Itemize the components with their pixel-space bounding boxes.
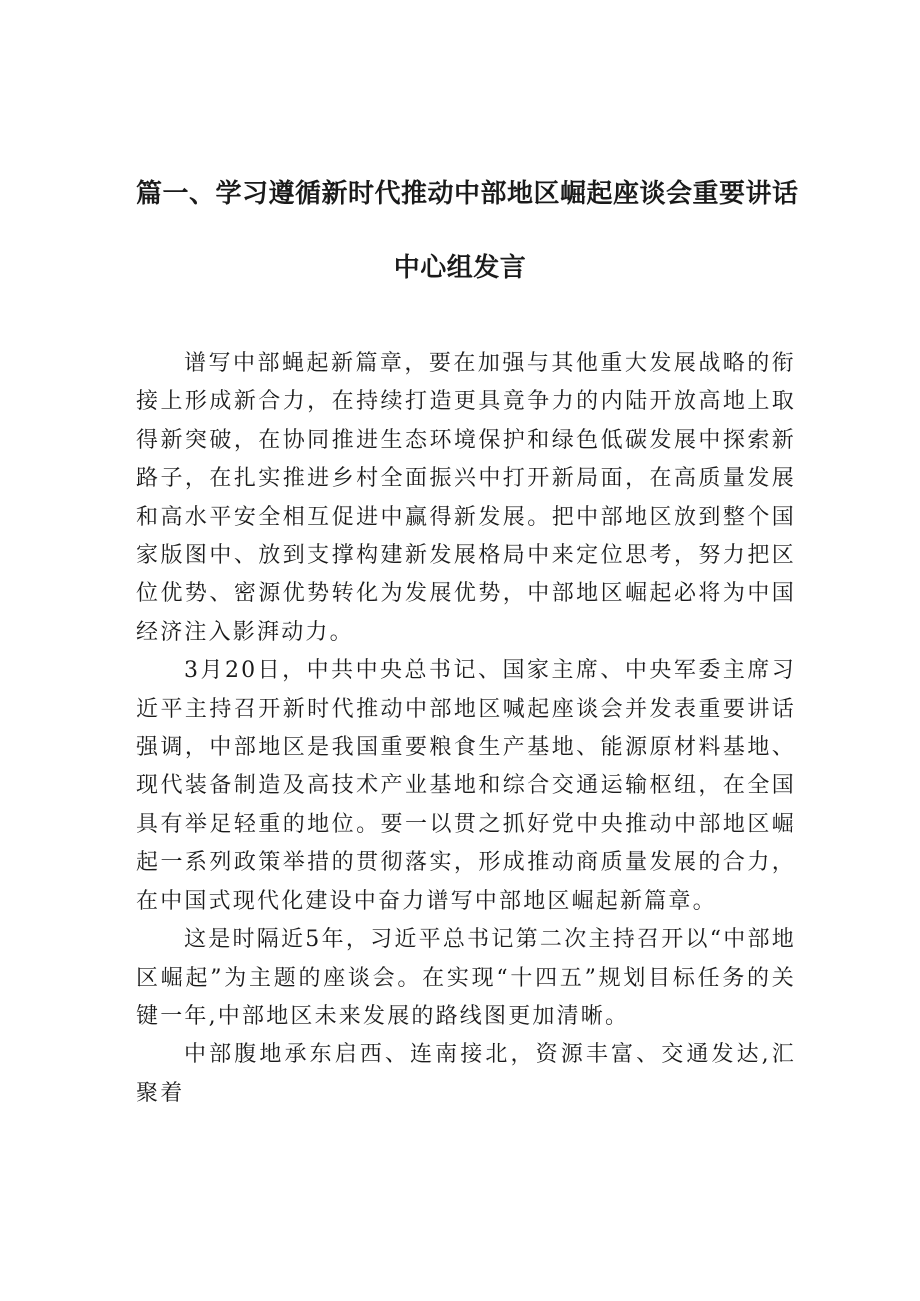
document-title-line-2: 中心组发言	[393, 253, 527, 283]
document-title-line-1: 篇一、学习遵循新时代推动中部地区崛起座谈会重要讲话	[136, 179, 799, 209]
body-paragraph-3: 这是时隔近5年，习近平总书记第二次主持召开以“中部地区崛起”为主题的座谈会。在实现“十四五”规划目标任务的关键一年,中部地区未来发展的路线图更加清晰。	[136, 927, 796, 1029]
document-body	[136, 345, 796, 1113]
body-paragraph-1: 谱写中部蝇起新篇章，要在加强与其他重大发展战略的衔接上形成新合力，在持续打造更具竟争力的内陆开放高地上取得新突破，在协同推进生态环境保护和绿色低碳发展中探索新路子，在扎实推进乡村全面振兴中打开新局面，在高质量发展和高水平安全相互促进中赢得新发展。把中部地区放到整个国家版图中、放到支撑构建新发展格局中来定位思考，努力把区位优势、密源优势转化为发展优势，中部地区崛起必将为中国经济注入影湃动力。	[136, 351, 796, 645]
body-paragraph-4: 中部腹地承东启西、连南接北，资源丰富、交通发达,汇聚着	[136, 1042, 796, 1106]
body-paragraph-2: 3月20日，中共中央总书记、国家主席、中央军委主席习近平主持召开新时代推动中部地区喊起座谈会并发表重要讲话强调，中部地区是我国重要粮食生产基地、能源原材料基地、现代装备制造及高技术产业基地和综合交通运输枢纽，在全国具有举足轻重的地位。要一以贯之抓好党中央推动中部地区崛起一系列政策举措的贯彻落实，形成推动商质量发展的合力，在中国式现代化建设中奋力谱写中部地区崛起新篇章。	[136, 658, 796, 914]
